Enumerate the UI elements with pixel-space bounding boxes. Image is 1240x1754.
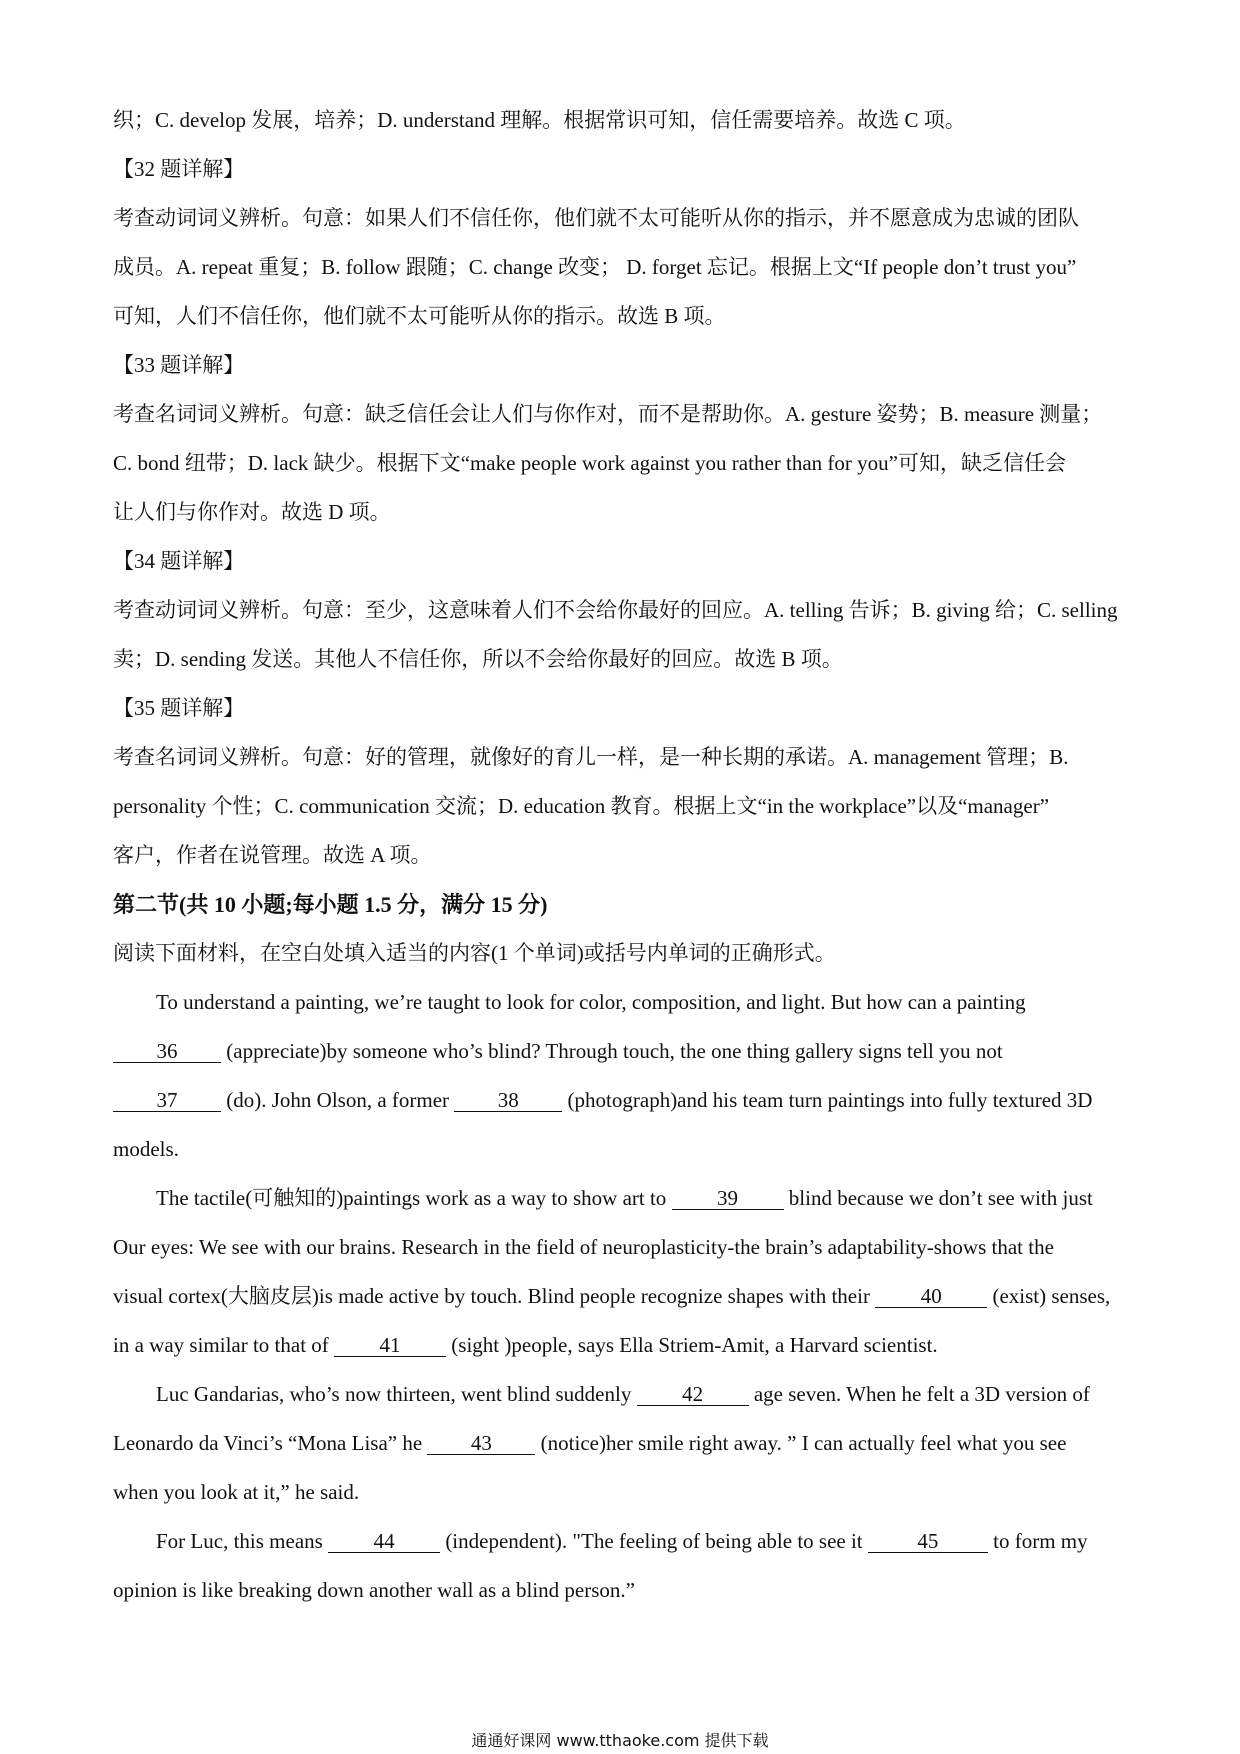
blank-45: 45 — [868, 1530, 988, 1553]
passage-line: models. — [113, 1137, 179, 1161]
page-footer: 通通好课网 www.tthaoke.com 提供下载 — [471, 1731, 769, 1750]
text-line: 客户，作者在说管理。故选 A 项。 — [113, 843, 432, 867]
blank-43: 43 — [427, 1432, 535, 1455]
passage-line: visual cortex(大脑皮层)is made active by touch. Blind people recognize shapes with their 40 (exist) senses, — [113, 1284, 1111, 1308]
passage-line: The tactile(可触知的)paintings work as a way to show art to 39 blind because we don’t see with just — [156, 1186, 1093, 1210]
text-line: 卖；D. sending 发送。其他人不信任你，所以不会给你最好的回应。故选 B 项。 — [113, 647, 843, 671]
blank-39: 39 — [672, 1187, 784, 1210]
blank-36: 36 — [113, 1040, 221, 1063]
passage-line: 37 (do). John Olson, a former 38 (photograph)and his team turn paintings into fully textured 3D — [113, 1076, 1135, 1125]
blank-42: 42 — [637, 1383, 749, 1406]
passage-line: 36 (appreciate)by someone who’s blind? Through touch, the one thing gallery signs tell you not — [113, 1027, 1135, 1076]
blank-37: 37 — [113, 1089, 221, 1112]
blank-41: 41 — [334, 1334, 446, 1357]
passage-line: Our eyes: We see with our brains. Research in the field of neuroplasticity-the brain’s adaptability-shows that the — [113, 1235, 1054, 1259]
blank-44: 44 — [328, 1530, 440, 1553]
question-heading-35: 【35 题详解】 — [113, 696, 245, 720]
passage-line: when you look at it,” he said. — [113, 1480, 360, 1504]
passage-line: Luc Gandarias, who’s now thirteen, went blind suddenly 42 age seven. When he felt a 3D version of — [156, 1382, 1090, 1406]
passage-line: in a way similar to that of 41 (sight )people, says Ella Striem-Amit, a Harvard scientist. — [113, 1333, 938, 1357]
instruction-text: 阅读下面材料，在空白处填入适当的内容(1 个单词)或括号内单词的正确形式。 — [113, 941, 836, 965]
document-page — [113, 96, 1135, 1615]
text-line: 考查动词词义辨析。句意：至少，这意味着人们不会给你最好的回应。A. telling 告诉；B. giving 给；C. selling — [113, 598, 1118, 622]
section-heading: 第二节(共 10 小题;每小题 1.5 分，满分 15 分) — [113, 892, 548, 917]
passage-line: Leonardo da Vinci’s “Mona Lisa” he 43 (notice)her smile right away. ” I can actually feel what you see — [113, 1431, 1067, 1455]
text-line: 考查名词词义辨析。句意：缺乏信任会让人们与你作对，而不是帮助你。A. gesture 姿势；B. measure 测量； — [113, 402, 1103, 426]
question-heading-34: 【34 题详解】 — [113, 549, 245, 573]
text-line: 可知，人们不信任你，他们就不太可能听从你的指示。故选 B 项。 — [113, 304, 726, 328]
text-line: 织；C. develop 发展，培养；D. understand 理解。根据常识可知，信任需要培养。故选 C 项。 — [113, 108, 966, 132]
question-heading-33: 【33 题详解】 — [113, 353, 245, 377]
text-line: 考查动词词义辨析。句意：如果人们不信任你，他们就不太可能听从你的指示，并不愿意成为忠诚的团队 — [113, 206, 1079, 230]
blank-40: 40 — [875, 1285, 987, 1308]
passage-line: opinion is like breaking down another wall as a blind person.” — [113, 1578, 635, 1602]
text-line: 成员。A. repeat 重复；B. follow 跟随；C. change 改变； D. forget 忘记。根据上文“If people don’t trust you” — [113, 255, 1077, 279]
passage-line: To understand a painting, we’re taught to look for color, composition, and light. But how can a painting — [156, 990, 1026, 1014]
passage-line: For Luc, this means 44 (independent). "The feeling of being able to see it 45 to form my — [156, 1529, 1088, 1553]
text-line: 考查名词词义辨析。句意：好的管理，就像好的育儿一样，是一种长期的承诺。A. management 管理；B. — [113, 745, 1069, 769]
text-line: 让人们与你作对。故选 D 项。 — [113, 500, 391, 524]
text-line: personality 个性；C. communication 交流；D. education 教育。根据上文“in the workplace”以及“manager” — [113, 794, 1050, 818]
text-line: C. bond 纽带；D. lack 缺少。根据下文“make people work against you rather than for you”可知，缺乏信任会 — [113, 451, 1066, 475]
question-heading-32: 【32 题详解】 — [113, 157, 245, 181]
blank-38: 38 — [454, 1089, 562, 1112]
